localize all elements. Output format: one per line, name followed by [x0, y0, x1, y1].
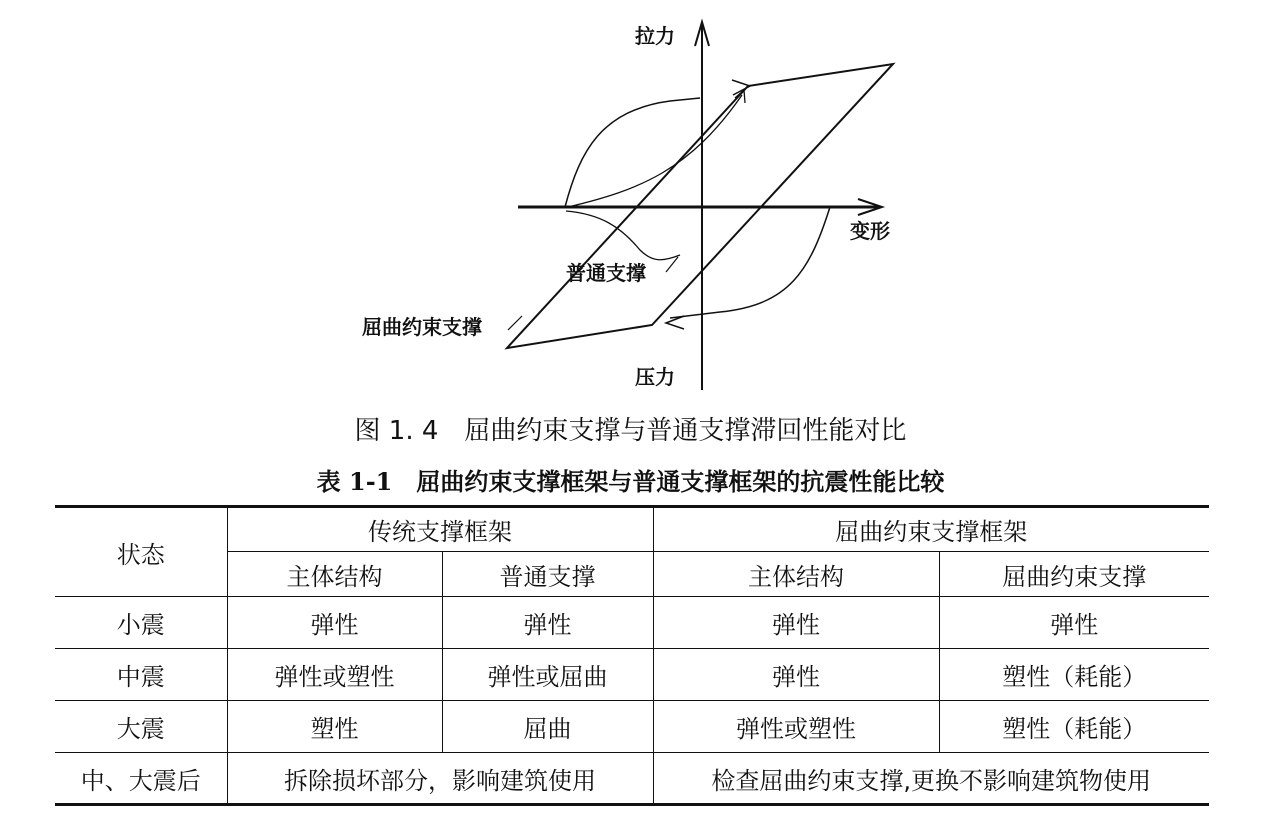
curve-left-upper [565, 98, 700, 207]
table-title: 表 1-1 屈曲约束支撑框架与普通支撑框架的抗震性能比较 [316, 467, 945, 496]
table-cell: 弹性或屈曲 [442, 649, 653, 701]
table-cell-brb-after: 检查屈曲约束支撑,更换不影响建筑物使用 [653, 753, 1209, 805]
table-cell: 弹性或塑性 [653, 701, 939, 753]
table-cell: 弹性 [227, 597, 442, 649]
subheader-main-structure: 主体结构 [227, 552, 442, 597]
subheader-main-structure: 主体结构 [653, 552, 939, 597]
table-row [55, 597, 1209, 649]
table-header-row [55, 507, 1209, 552]
header-brb-frame: 屈曲约束支撑框架 [653, 507, 1209, 552]
comparison-table [55, 505, 1209, 806]
deformation-label: 变形 [850, 219, 890, 243]
ordinary-brace-curve [568, 95, 742, 207]
table-cell: 屈曲 [442, 701, 653, 753]
row-state: 中震 [55, 649, 227, 701]
table-row [55, 649, 1209, 701]
hysteresis-diagram [340, 0, 920, 400]
table-row [55, 753, 1209, 805]
table-cell: 弹性 [442, 597, 653, 649]
table-cell: 弹性 [653, 597, 939, 649]
table-cell: 弹性或塑性 [227, 649, 442, 701]
table-cell: 塑性（耗能） [939, 701, 1209, 753]
tension-label: 拉力 [635, 24, 675, 48]
compression-label: 压力 [635, 365, 675, 389]
table-cell: 弹性 [939, 597, 1209, 649]
table-cell: 弹性 [653, 649, 939, 701]
header-traditional-frame: 传统支撑框架 [227, 507, 653, 552]
curve-right-lower [670, 207, 830, 318]
subheader-brb: 屈曲约束支撑 [939, 552, 1209, 597]
table-cell: 塑性（耗能） [939, 649, 1209, 701]
row-state: 中、大震后 [55, 753, 227, 805]
brb-pointer [508, 316, 522, 330]
subheader-ordinary-brace: 普通支撑 [442, 552, 653, 597]
table-subheader-row [55, 552, 1209, 597]
row-state: 小震 [55, 597, 227, 649]
table-cell-traditional-after: 拆除损坏部分，影响建筑使用 [227, 753, 653, 805]
header-state: 状态 [55, 507, 227, 597]
hysteresis-figure [340, 0, 920, 400]
figure-caption: 图 1. 4 屈曲约束支撑与普通支撑滞回性能对比 [354, 416, 907, 446]
ordinary-brace-label: 普通支撑 [566, 261, 646, 285]
ordinary-brace-lower-curve [566, 211, 680, 260]
row-state: 大震 [55, 701, 227, 753]
table-cell: 塑性 [227, 701, 442, 753]
table-row [55, 701, 1209, 753]
brb-label: 屈曲约束支撑 [362, 315, 482, 339]
